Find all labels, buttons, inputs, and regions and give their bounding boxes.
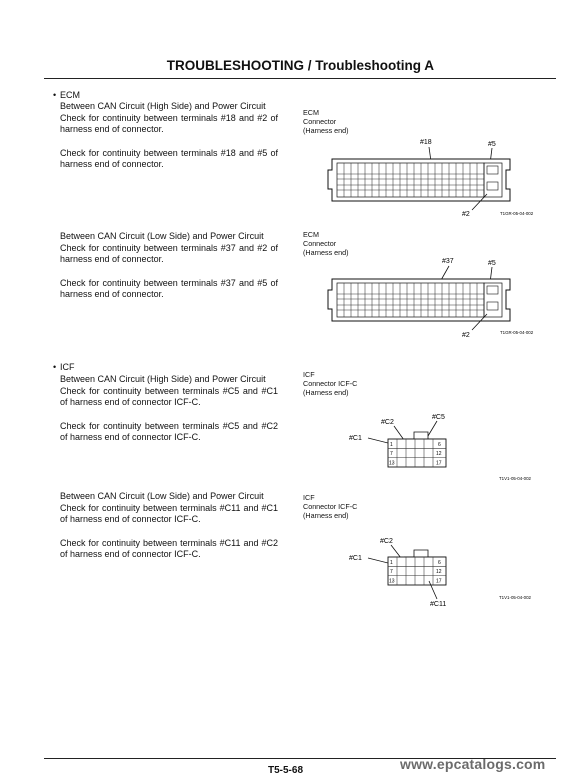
caption-line: (Harness end)	[303, 126, 349, 135]
ecm-connector-diagram-low	[296, 250, 546, 350]
section-heading-icf: ICF	[60, 362, 75, 372]
terminal-label-18: #18	[420, 139, 432, 146]
terminal-label-c5: #C5	[432, 414, 445, 421]
figure-code: T1V1-05-04-002	[499, 476, 531, 481]
terminal-label-c1: #C1	[349, 435, 362, 442]
pin-number: 1	[390, 560, 393, 566]
icf-high-para2: Check for continuity between terminals #C5 and #C1 of harness end of connector ICF-C.	[60, 385, 278, 407]
ecm-high-text	[60, 101, 278, 171]
ecm-low-para3: Check for continuity between terminals #37 and #5 of harness end of connector.	[60, 277, 278, 299]
watermark: www.epcatalogs.com	[400, 756, 546, 772]
terminal-label-c1: #C1	[349, 555, 362, 562]
ecm-connector-diagram-high	[296, 132, 546, 232]
caption-line: ICF	[303, 370, 315, 379]
terminal-label-2: #2	[462, 211, 470, 218]
pin-number: 6	[438, 560, 441, 566]
ecm-high-para1: Between CAN Circuit (High Side) and Power Circuit	[60, 101, 266, 111]
icf-low-caption	[303, 493, 357, 520]
terminal-label-2: #2	[462, 332, 470, 339]
terminal-label-c2: #C2	[381, 419, 394, 426]
pin-number: 7	[390, 569, 393, 575]
title-divider	[44, 78, 556, 79]
terminal-label-5: #5	[488, 260, 496, 267]
terminal-label-5: #5	[488, 141, 496, 148]
caption-line: ECM	[303, 230, 319, 239]
pin-number: 17	[436, 578, 442, 585]
figure-code: T1GR-05-04-002	[500, 330, 534, 335]
terminal-label-c2: #C2	[380, 538, 393, 545]
pin-number: 13	[389, 578, 395, 585]
ecm-high-para2: Check for continuity between terminals #18 and #2 of harness end of connector.	[60, 112, 278, 134]
ecm-low-para1: Between CAN Circuit (Low Side) and Power Circuit	[60, 231, 264, 241]
ecm-high-para3: Check for continuity between terminals #18 and #5 of harness end of connector.	[60, 147, 278, 169]
page-number: T5-5-68	[268, 765, 304, 776]
icf-high-caption	[303, 370, 357, 397]
caption-line: (Harness end)	[303, 388, 349, 397]
caption-line: (Harness end)	[303, 511, 349, 520]
icf-high-para1: Between CAN Circuit (High Side) and Power Circuit	[60, 374, 266, 384]
icf-high-text	[60, 374, 278, 444]
caption-line: Connector	[303, 117, 337, 126]
icf-low-text	[60, 491, 278, 561]
page-title: TROUBLESHOOTING / Troubleshooting A	[166, 58, 434, 73]
pin-number: 12	[436, 569, 442, 575]
caption-line: (Harness end)	[303, 248, 349, 257]
icf-high-para3: Check for continuity between terminals #C5 and #C2 of harness end of connector ICF-C.	[60, 420, 278, 442]
pin-number: 17	[436, 460, 442, 467]
terminal-label-37: #37	[442, 258, 454, 265]
ecm-low-para2: Check for continuity between terminals #37 and #2 of harness end of connector.	[60, 242, 278, 264]
terminal-label-c11: #C11	[430, 601, 447, 608]
icf-low-para2: Check for continuity between terminals #C11 and #C1 of harness end of connector ICF-C.	[60, 502, 278, 524]
bullet-icf: •	[53, 362, 57, 372]
bullet-ecm: •	[53, 90, 57, 100]
pin-number: 6	[438, 442, 441, 448]
section-heading-ecm: ECM	[60, 90, 80, 100]
pin-number: 13	[389, 460, 395, 467]
icf-connector-diagram-high	[296, 402, 546, 484]
icf-low-para1: Between CAN Circuit (Low Side) and Power Circuit	[60, 491, 264, 501]
caption-line: ICF	[303, 493, 315, 502]
ecm-low-text	[60, 231, 278, 301]
icf-low-para3: Check for continuity between terminals #C11 and #C2 of harness end of connector ICF-C.	[60, 537, 278, 559]
figure-code: T1V1-05-04-002	[499, 595, 531, 600]
pin-number: 12	[436, 451, 442, 457]
caption-line: Connector ICF-C	[303, 502, 358, 511]
ecm-high-caption	[303, 108, 349, 135]
caption-line: ECM	[303, 108, 319, 117]
icf-connector-diagram-low	[296, 531, 546, 613]
caption-line: Connector	[303, 239, 337, 248]
pin-number: 1	[390, 442, 393, 448]
caption-line: Connector ICF-C	[303, 379, 358, 388]
pin-number: 7	[390, 451, 393, 457]
figure-code: T1GR-05-04-002	[500, 211, 534, 216]
